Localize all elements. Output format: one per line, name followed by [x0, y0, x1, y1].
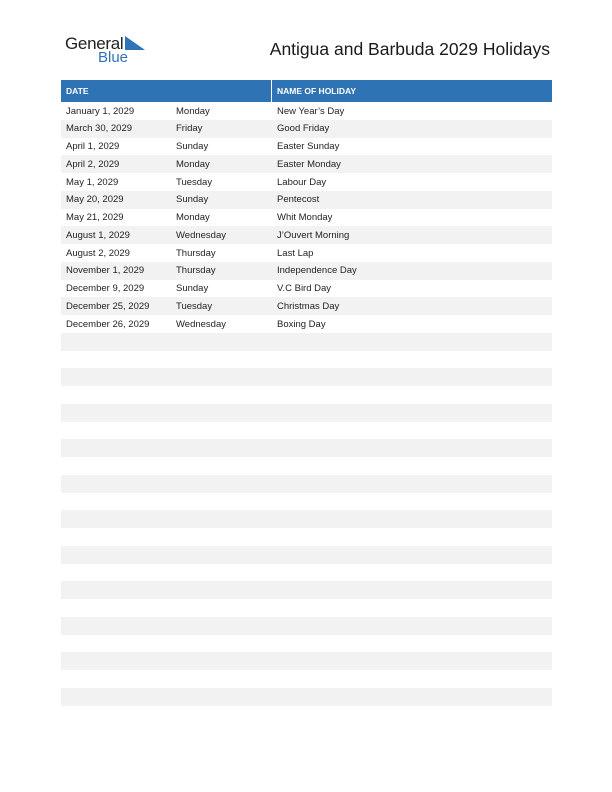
row-holiday-name: Easter Monday [277, 158, 341, 170]
row-weekday: Sunday [176, 141, 209, 152]
empty-row [61, 475, 552, 493]
row-date: August 1, 2029 [66, 229, 130, 241]
row-holiday-name: Christmas Day [277, 300, 340, 312]
empty-row [61, 652, 552, 670]
empty-row [61, 333, 552, 351]
row-weekday: Monday [176, 212, 210, 223]
row-holiday-name: V.C Bird Day [277, 283, 332, 294]
empty-row [61, 510, 552, 528]
row-weekday: Wednesday [176, 229, 226, 241]
row-date: May 1, 2029 [66, 176, 119, 188]
row-holiday-name: New Year’s Day [277, 105, 345, 117]
row-date: April 2, 2029 [66, 158, 120, 170]
empty-row [61, 422, 552, 440]
empty-row [61, 386, 552, 404]
row-holiday-name: Good Friday [277, 123, 330, 135]
row-holiday-name: Whit Monday [277, 212, 333, 223]
row-date: May 21, 2029 [66, 212, 124, 223]
table-row [61, 262, 552, 280]
table-row [61, 209, 552, 227]
table-row [61, 280, 552, 298]
empty-row [61, 688, 552, 706]
row-weekday: Monday [176, 158, 210, 170]
row-date: December 26, 2029 [66, 318, 150, 330]
empty-row [61, 564, 552, 582]
table-row [61, 102, 552, 120]
row-holiday-name: Pentecost [277, 194, 320, 206]
empty-row [61, 493, 552, 511]
row-weekday: Tuesday [176, 176, 213, 188]
row-date: December 25, 2029 [66, 300, 150, 312]
table-row [61, 315, 552, 333]
logo-triangle-icon [123, 36, 145, 50]
row-weekday: Wednesday [176, 318, 226, 330]
empty-row [61, 351, 552, 369]
empty-row [61, 368, 552, 386]
logo-general-text: General [65, 34, 124, 53]
empty-row [61, 404, 552, 422]
row-weekday: Monday [176, 105, 210, 117]
generalblue-logo [65, 34, 155, 68]
row-date: August 2, 2029 [66, 247, 130, 259]
table-row [61, 226, 552, 244]
table-row [61, 173, 552, 191]
holiday-table [61, 80, 552, 723]
empty-row [61, 581, 552, 599]
row-weekday: Thursday [176, 265, 216, 277]
header-divider [271, 80, 272, 102]
table-row [61, 120, 552, 138]
empty-row [61, 617, 552, 635]
page-title: Antigua and Barbuda 2029 Holidays [269, 39, 550, 59]
row-holiday-name: Independence Day [277, 265, 357, 277]
row-weekday: Tuesday [176, 300, 213, 312]
table-row [61, 138, 552, 156]
row-weekday: Sunday [176, 194, 209, 206]
row-date: April 1, 2029 [66, 141, 120, 152]
header-date: DATE [66, 86, 89, 96]
table-row [61, 244, 552, 262]
empty-row [61, 635, 552, 653]
row-date: January 1, 2029 [66, 105, 135, 117]
row-date: November 1, 2029 [66, 265, 145, 277]
row-date: May 20, 2029 [66, 194, 124, 206]
empty-row [61, 706, 552, 724]
table-body [61, 102, 552, 723]
table-row [61, 191, 552, 209]
logo-blue-text: Blue [98, 49, 129, 66]
table-row [61, 155, 552, 173]
empty-row [61, 528, 552, 546]
row-weekday: Thursday [176, 247, 216, 259]
row-holiday-name: Last Lap [277, 247, 314, 259]
row-holiday-name: Labour Day [277, 176, 327, 188]
row-holiday-name: Easter Sunday [277, 141, 340, 152]
table-row [61, 297, 552, 315]
table-header [61, 80, 552, 102]
empty-row [61, 670, 552, 688]
row-weekday: Friday [176, 123, 203, 135]
empty-row [61, 599, 552, 617]
empty-row [61, 546, 552, 564]
row-date: December 9, 2029 [66, 283, 145, 294]
header-holiday-name: NAME OF HOLIDAY [277, 86, 357, 96]
empty-row [61, 439, 552, 457]
row-weekday: Sunday [176, 283, 209, 294]
row-holiday-name: J’Ouvert Morning [277, 229, 350, 241]
row-date: March 30, 2029 [66, 123, 133, 135]
empty-row [61, 457, 552, 475]
row-holiday-name: Boxing Day [277, 318, 326, 330]
